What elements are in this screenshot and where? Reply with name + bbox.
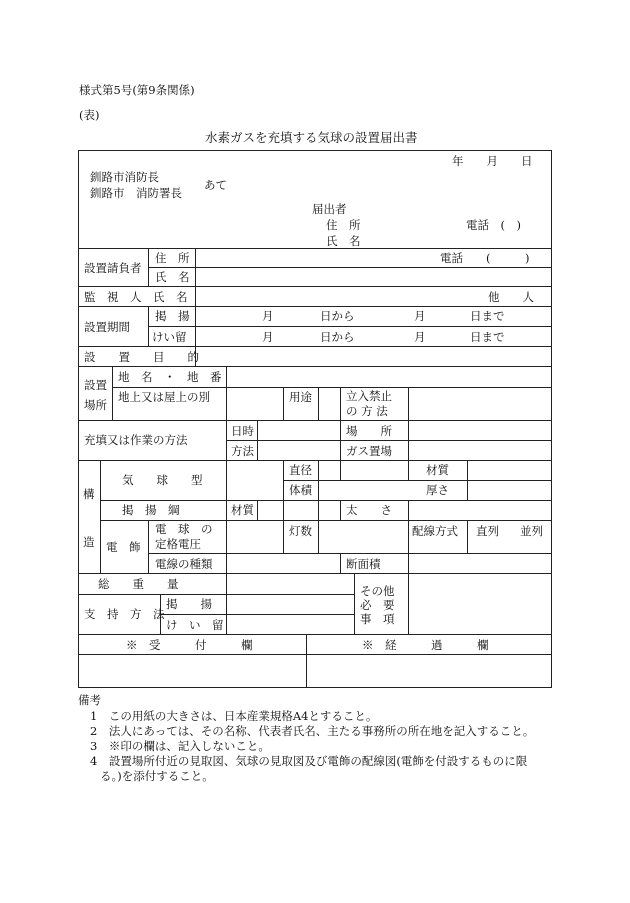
supervisor-label: 監 視 人 氏 名 bbox=[84, 290, 188, 304]
date-field[interactable]: 年 月 日 bbox=[452, 154, 533, 168]
addressee-ate: あて bbox=[204, 178, 227, 192]
progress-label: ※ 経 過 欄 bbox=[362, 638, 489, 652]
place-label: 場 所 bbox=[346, 424, 392, 438]
total-weight-label: 総 重 量 bbox=[98, 577, 179, 591]
decoration-label: 電 飾 bbox=[106, 540, 141, 554]
location-label-1: 設置 bbox=[84, 378, 107, 392]
method-label: 方法 bbox=[231, 444, 254, 458]
addressee-chief: 釧路市消防長 bbox=[90, 170, 159, 184]
notes-heading: 備考 bbox=[78, 693, 101, 707]
form-title: 水素ガスを充填する気球の設置届出書 bbox=[205, 130, 418, 145]
note-4-cont: る。)を添付すること。 bbox=[100, 769, 214, 783]
rope-label: 掲 揚 綱 bbox=[122, 503, 180, 517]
balloon-material-label: 材質 bbox=[426, 463, 449, 477]
rope-material-label: 材質 bbox=[231, 503, 254, 517]
datetime-label: 日時 bbox=[231, 424, 254, 438]
cross-section-label: 断面積 bbox=[346, 557, 381, 571]
restrict-label: 立入禁止 の 方 法 bbox=[346, 389, 392, 418]
applicant-address-label: 住 所 bbox=[326, 218, 361, 232]
note-2: 2 法人にあっては、その名称、代表者氏名、主たる事務所の所在地を記入すること。 bbox=[90, 724, 535, 738]
note-4: 4 設置場所付近の見取図、気球の見取図及び電飾の配線図(電飾を付設するものに限 bbox=[90, 754, 528, 768]
wire-type-label: 電線の種類 bbox=[155, 557, 213, 571]
period-raise-label: 掲 揚 bbox=[155, 309, 190, 323]
month-label: 月 bbox=[262, 330, 274, 344]
from-label: 日から bbox=[320, 309, 355, 323]
gas-storage-label: ガス置場 bbox=[346, 444, 392, 458]
until-label: 日まで bbox=[470, 309, 505, 323]
lot-label: 地 名 ・ 地 番 bbox=[118, 370, 222, 384]
period-moor-label: けい留 bbox=[152, 330, 187, 344]
diameter-label: 直径 bbox=[289, 463, 312, 477]
period-label: 設置期間 bbox=[84, 320, 130, 334]
until-label: 日まで bbox=[470, 330, 505, 344]
support-moor-label: け い 留 bbox=[166, 618, 224, 632]
reception-label: ※ 受 付 欄 bbox=[126, 638, 253, 652]
month-label: 月 bbox=[414, 309, 426, 323]
supervisor-other-label: 他 人 bbox=[488, 290, 534, 304]
balloon-type-label: 気 球 型 bbox=[122, 473, 203, 487]
from-label: 日から bbox=[320, 330, 355, 344]
structure-label-2: 造 bbox=[83, 535, 95, 549]
contractor-phone-label: 電話 ( ) bbox=[440, 251, 530, 265]
ground-roof-label: 地上又は屋上の別 bbox=[118, 390, 210, 404]
note-1: 1 この用紙の大きさは、日本産業規格A4とすること。 bbox=[90, 709, 378, 723]
structure-label-1: 構 bbox=[83, 487, 95, 501]
applicant-phone-label: 電話 ( ) bbox=[466, 218, 521, 232]
misc-label: その他 必 要 事 項 bbox=[360, 584, 395, 626]
note-3: 3 ※印の欄は、記入しないこと。 bbox=[90, 739, 270, 753]
purpose-label: 設 置 目 的 bbox=[84, 350, 199, 364]
support-raise-label: 掲 揚 bbox=[166, 597, 212, 611]
use-label: 用途 bbox=[289, 390, 312, 404]
month-label: 月 bbox=[262, 309, 274, 323]
fill-method-label: 充填又は作業の方法 bbox=[84, 433, 188, 447]
volume-label: 体積 bbox=[289, 483, 312, 497]
series-option[interactable]: 直列 bbox=[476, 524, 499, 538]
wiring-method-label: 配線方式 bbox=[412, 524, 458, 538]
form-side-label: (表) bbox=[79, 108, 100, 122]
parallel-option[interactable]: 並列 bbox=[520, 524, 543, 538]
form-number: 様式第5号(第9条関係) bbox=[79, 83, 195, 97]
location-label-2: 場所 bbox=[84, 398, 107, 412]
contractor-address-label: 住 所 bbox=[155, 251, 190, 265]
balloon-thickness-label: 厚さ bbox=[426, 483, 449, 497]
bulb-voltage-label: 電 球 の 定格電圧 bbox=[155, 522, 213, 551]
bulb-count-label: 灯数 bbox=[289, 524, 312, 538]
support-method-label: 支 持 方 法 bbox=[84, 607, 165, 621]
applicant-name-label: 氏 名 bbox=[326, 234, 361, 248]
applicant-label: 届出者 bbox=[312, 202, 347, 216]
month-label: 月 bbox=[414, 330, 426, 344]
addressee-station: 釧路市 消防署長 bbox=[90, 186, 182, 200]
contractor-label: 設置請負者 bbox=[84, 261, 142, 275]
contractor-name-label: 氏 名 bbox=[155, 270, 190, 284]
rope-thickness-label: 太 さ bbox=[346, 503, 392, 517]
